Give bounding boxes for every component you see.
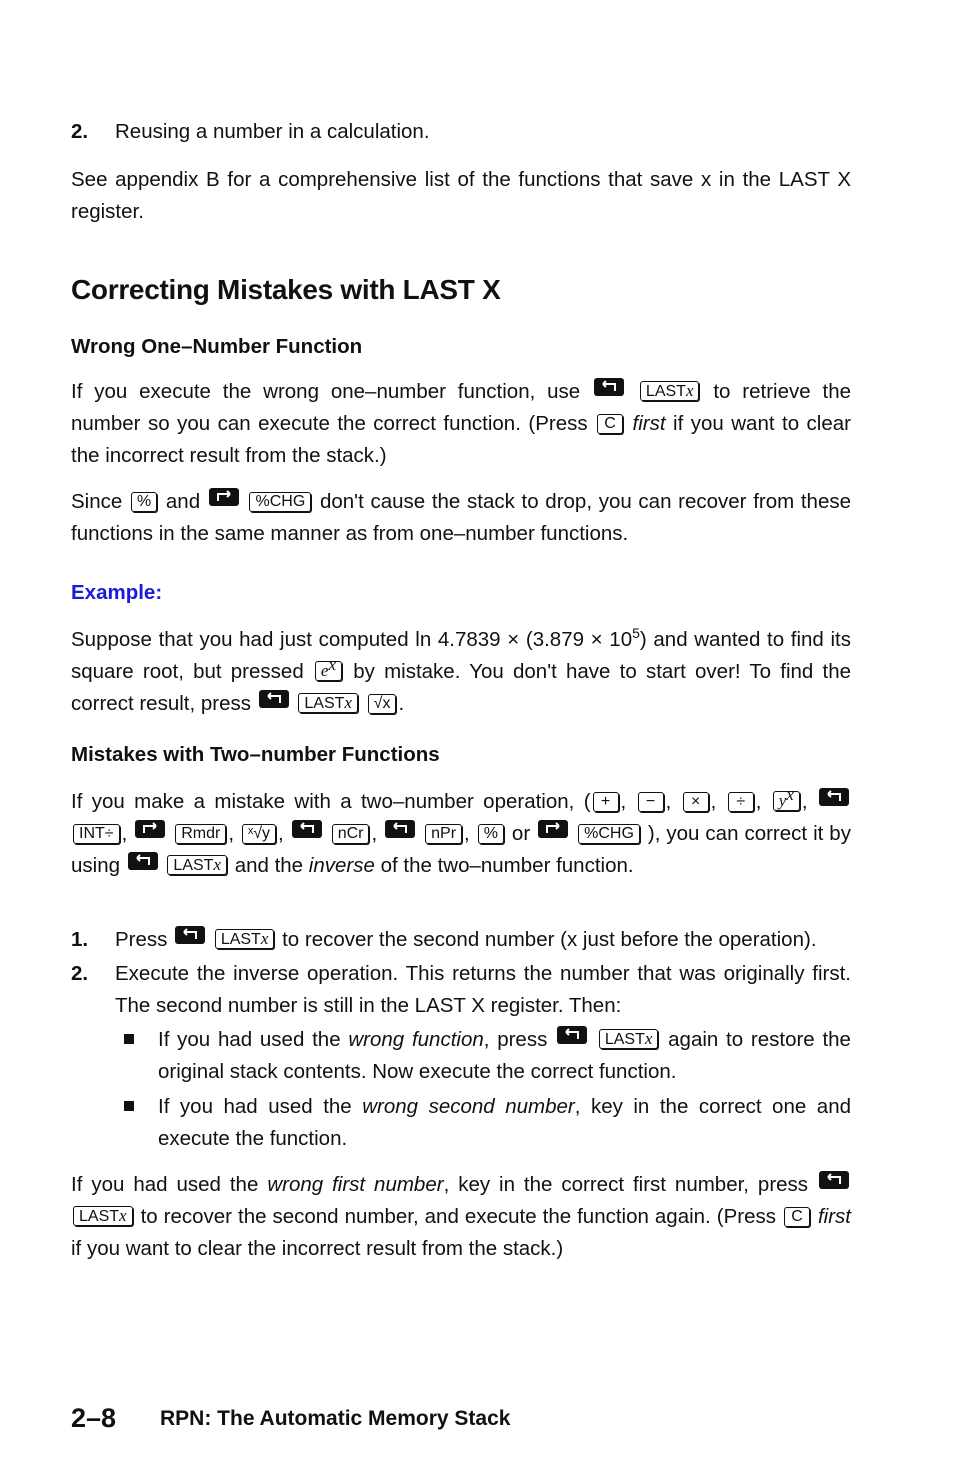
left-shift-key (594, 378, 624, 396)
step-number: 2. (71, 962, 89, 985)
subheading-wrong-one-number: Wrong One–Number Function (71, 335, 363, 358)
power-key: $y^x$ (773, 791, 800, 811)
int-div-key: INT÷ (73, 824, 120, 844)
bullet-square-icon (124, 1101, 134, 1111)
step-2-text: Execute the inverse operation. This returns the number that was originally first. The second number is still in the LAST X register. Then: (115, 962, 851, 1017)
intro-paragraph: See appendix B for a comprehensive list of the functions that save x in the LAST X register. (71, 168, 851, 223)
example-paragraph: Suppose that you had just computed $\ln 4.7839 \times (3.879 \times 10^5)$ and wanted to find its square root, but pressed $e^x$ by mistake. You don't have to start over! To find the correct result, press LASTx √x . (71, 625, 851, 715)
left-shift-key (819, 1171, 849, 1189)
exp-key: $e^x$ (315, 661, 342, 681)
paragraph-wrong-one: If you execute the wrong one–number function, use LASTx to retrieve the number so you can execute the correct function. (Press C first if you want to clear the incorrect result from the stack.) (71, 380, 851, 467)
divide-key: ÷ (728, 792, 754, 812)
bullet-1-text: If you had used the wrong function, press LASTx again to restore the original stack contents. Now execute the correct function. (158, 1028, 851, 1083)
percent-key: % (478, 824, 504, 844)
step-number: 2. (71, 120, 89, 143)
clear-key: C (784, 1207, 810, 1227)
lastx-key: LASTx (640, 381, 700, 401)
remainder-key: Rmdr (175, 824, 226, 844)
right-shift-key (538, 820, 568, 838)
left-shift-key (128, 852, 158, 870)
left-shift-key (292, 820, 322, 838)
left-shift-key (385, 820, 415, 838)
step-number: 1. (71, 928, 89, 951)
times-key: × (683, 792, 709, 812)
subheading-two-number: Mistakes with Two–number Functions (71, 743, 440, 766)
bullet-square-icon (124, 1034, 134, 1044)
step-1-text: Press LASTx to recover the second number (x just before the operation). (115, 928, 817, 951)
percent-change-key: %CHG (578, 824, 640, 844)
lastx-key: LASTx (215, 929, 275, 949)
clear-key: C (597, 414, 623, 434)
paragraph-two-number: If you make a mistake with a two–number operation, ( + , − , × , ÷ , $y^x$ , INT÷ , Rmdr , ˣ√y , nCr , nPr , % or %CHG ), you can correct it by using LASTx and the inverse of the two–number function. (71, 784, 851, 877)
lastx-key: LASTx (167, 855, 227, 875)
bullet-2-text: If you had used the wrong second number, key in the correct one and execute the function. (158, 1095, 851, 1150)
page-number: 2–8 (71, 1403, 117, 1433)
percent-change-key: %CHG (249, 492, 311, 512)
ncr-key: nCr (332, 824, 370, 844)
lastx-key: LASTx (73, 1206, 133, 1226)
left-shift-key (259, 690, 289, 708)
section-title: Correcting Mistakes with LAST X (71, 274, 501, 305)
right-shift-key (135, 820, 165, 838)
sqrt-key: √x (368, 694, 397, 714)
step-text: Reusing a number in a calculation. (115, 120, 430, 143)
xroot-key: ˣ√y (242, 824, 276, 844)
chapter-title: RPN: The Automatic Memory Stack (160, 1407, 511, 1430)
example-label: Example: (71, 581, 163, 604)
left-shift-key (175, 926, 205, 944)
final-paragraph: If you had used the wrong first number, key in the correct first number, press LASTx to recover the second number, and execute the function again. (Press C first if you want to clear the incorrect result from the stack.) (71, 1173, 852, 1260)
minus-key: − (638, 792, 664, 812)
lastx-key: LASTx (599, 1029, 659, 1049)
npr-key: nPr (425, 824, 462, 844)
lastx-key: LASTx (298, 693, 358, 713)
right-shift-key (209, 488, 239, 506)
left-shift-key (819, 788, 849, 806)
left-shift-key (557, 1026, 587, 1044)
plus-key: + (593, 792, 619, 812)
percent-key: % (131, 492, 157, 512)
paragraph-percent: Since % and %CHG don't cause the stack to drop, you can recover from these functions in the same manner as from one–number functions. (71, 490, 852, 545)
